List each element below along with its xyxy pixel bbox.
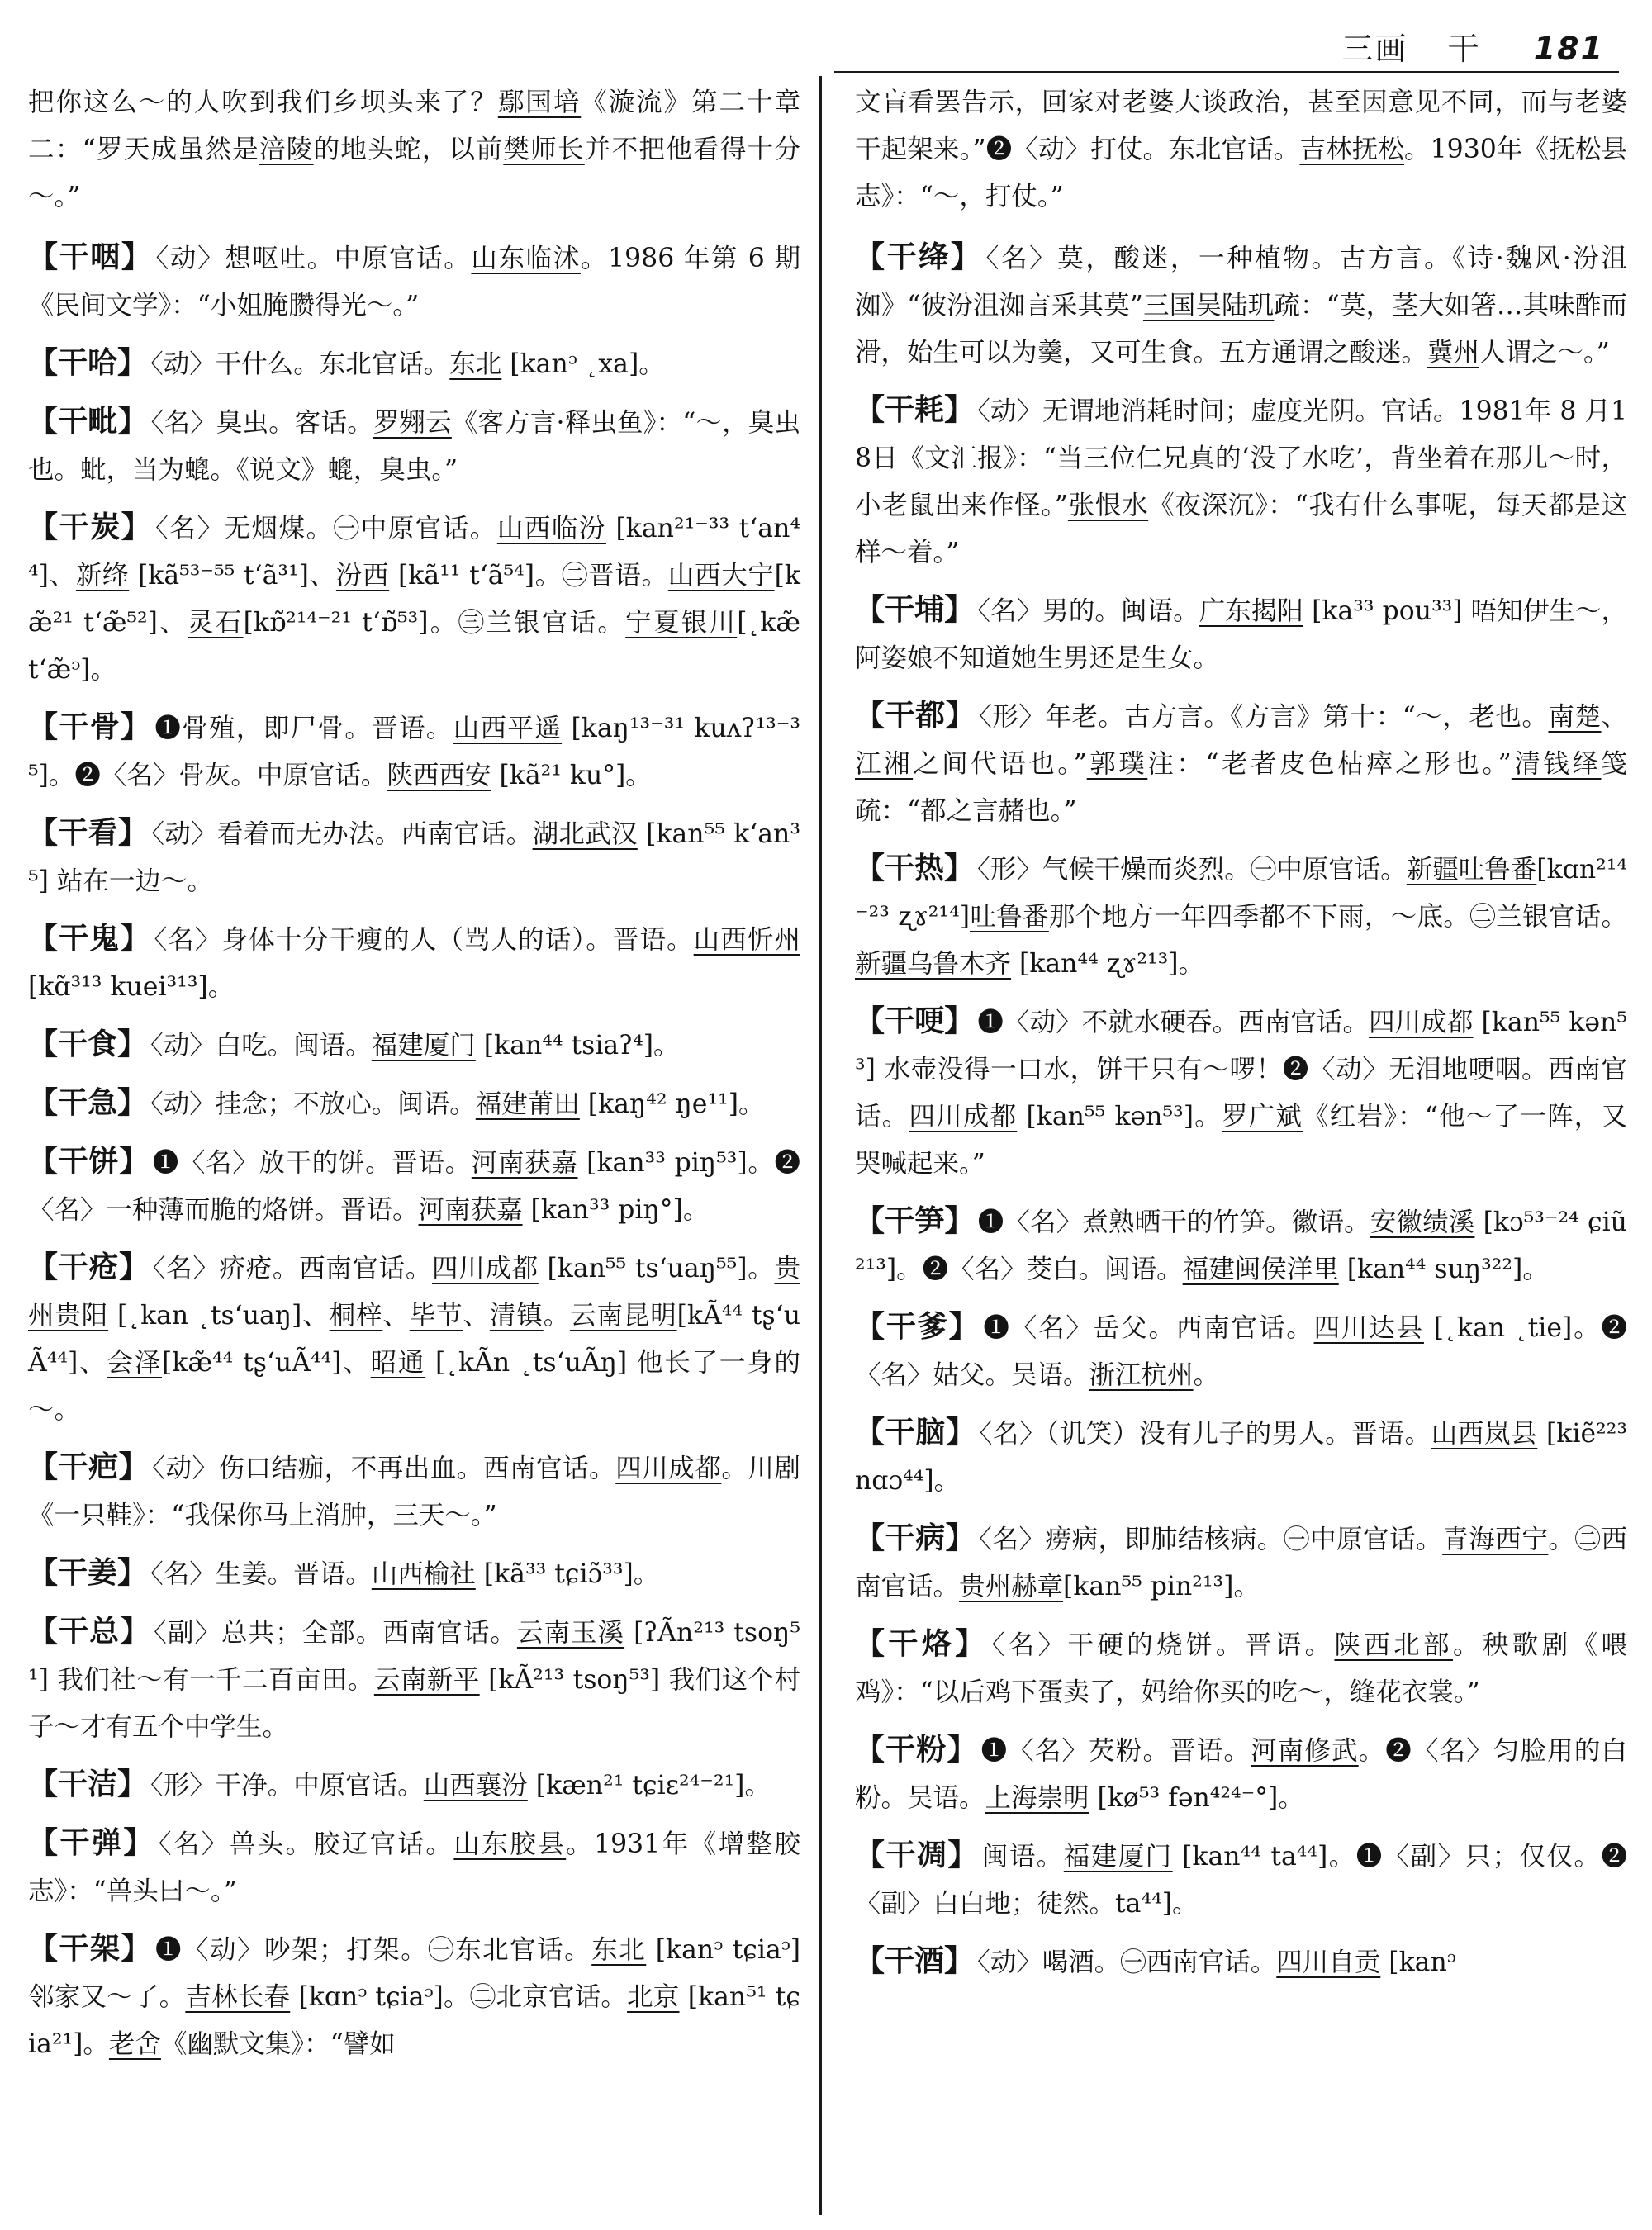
entry-text: ❶〈动〉不就水硬吞。西南官话。	[977, 1008, 1370, 1037]
underlined-term: 东北	[449, 349, 502, 379]
entry-text: [˛kæ̃ t‘æ̃ᵓ]。	[28, 608, 800, 685]
entry-text: 〈副〉总共；全部。西南官话。	[154, 1618, 517, 1648]
underlined-term: 青海西宁	[1442, 1525, 1549, 1554]
entry-continuation	[855, 79, 1627, 221]
underlined-term: 冀州	[1427, 338, 1480, 368]
entry-text: 〈名〉生姜。晋语。	[150, 1559, 372, 1589]
entry-text: 、	[1601, 702, 1627, 732]
entry-text: [kan⁵⁵ ts‘uaŋ⁵⁵]。	[538, 1254, 775, 1283]
underlined-term: 四川成都	[432, 1254, 539, 1283]
underlined-term: 汾西	[335, 561, 390, 591]
entry-text: 〈名〉（讥笑）没有儿子的男人。晋语。	[979, 1419, 1431, 1449]
entry-text: 〈动〉干什么。东北官话。	[150, 349, 450, 379]
entry-text: 闽语。	[981, 1842, 1064, 1872]
underlined-term: 福建厦门	[371, 1031, 476, 1060]
underlined-term: 河南获嘉	[471, 1148, 578, 1178]
underlined-term: 山西大宁	[667, 561, 775, 591]
underlined-term: 陕西西安	[387, 761, 491, 790]
entry-headword: 【干绛】	[855, 240, 983, 274]
entry-text: [kanᵓ ˛xa]。	[501, 349, 665, 379]
entry-headword: 【干姜】	[28, 1556, 148, 1590]
entry-text: [kanᵓ	[1380, 1948, 1456, 1977]
underlined-term: 福建闽侯洋里	[1182, 1255, 1339, 1284]
dictionary-entry	[28, 1021, 800, 1070]
entry-headword: 【干疤】	[28, 1450, 150, 1484]
entry-text: 、	[382, 1301, 410, 1331]
underlined-term: 湖北武汉	[532, 819, 638, 849]
dictionary-entry	[855, 387, 1627, 576]
underlined-term: 安徽绩溪	[1370, 1208, 1475, 1237]
entry-text: 笺疏：“都之言赭也。”	[855, 749, 1627, 826]
dictionary-entry	[855, 845, 1627, 988]
entry-headword: 【干毗】	[28, 405, 148, 439]
entry-text: [kɑnᵓ tɕiaᵓ]。㊁北京官话。	[290, 1982, 628, 2012]
entry-text: 。❷〈名〉匀脸用的白粉。吴语。	[855, 1736, 1627, 1813]
underlined-term: 云南昆明	[570, 1301, 677, 1331]
dictionary-entry	[855, 1409, 1627, 1505]
entry-headword: 【干哽】	[855, 1004, 975, 1038]
entry-text: [kan⁴⁴ ta⁴⁴]。❶〈副〉只；仅仅。❷〈副〉白白地；徒然。ta⁴⁴]。	[855, 1842, 1627, 1919]
entry-headword: 【干疮】	[28, 1250, 150, 1284]
entry-text: 注：“老者皮色枯瘁之形也。”	[1147, 749, 1512, 779]
entry-text: 〈名〉疥疮。西南官话。	[152, 1254, 433, 1283]
entry-headword: 【干洁】	[28, 1767, 148, 1801]
underlined-term: 云南玉溪	[516, 1618, 625, 1648]
underlined-term: 东北	[591, 1935, 647, 1965]
dictionary-entry	[28, 704, 800, 799]
entry-text: 《客方言·释虫鱼》：“～，臭虫也。蚍，当为螕。《说文》螕，臭虫。”	[28, 408, 800, 485]
entry-text: 〈名〉身体十分干瘦的人（骂人的话）。晋语。	[154, 925, 694, 955]
underlined-term: 南楚	[1548, 702, 1602, 732]
entry-text: 。1931年《增整胶志》：“兽头曰～。”	[28, 1829, 800, 1906]
entry-headword: 【干病】	[855, 1521, 976, 1555]
entry-text: 《漩流》第二十章二：	[28, 88, 800, 164]
entry-text: [kan⁴⁴ ʐɤ²¹³]。	[1011, 949, 1204, 979]
entry-text: [kÃ⁴⁴ tʂ‘uÃ⁴⁴]、	[28, 1301, 800, 1378]
dictionary-entry	[28, 1820, 800, 1915]
entry-text: 。	[1193, 1360, 1220, 1390]
entry-text: 、	[463, 1301, 490, 1331]
dictionary-entry	[855, 1198, 1627, 1293]
entry-text: 〈名〉兽头。胶辽官话。	[158, 1829, 454, 1859]
entry-headword: 【干爹】	[855, 1310, 980, 1344]
dictionary-entry	[855, 1726, 1627, 1822]
entry-headword: 【干架】	[28, 1932, 153, 1966]
entry-text: 《红岩》：“他～了一阵，又哭喊起来。”	[855, 1102, 1627, 1179]
dictionary-entry	[855, 692, 1627, 835]
entry-text: [˛kÃn ˛ts‘uÃŋ] 他长了一身的～。	[28, 1348, 801, 1425]
underlined-term: 吉林抚松	[1299, 135, 1404, 164]
entry-text: 的地头蛇，以前	[313, 135, 504, 164]
underlined-term: 会泽	[107, 1348, 163, 1378]
dictionary-entry	[855, 234, 1627, 377]
entry-text: “罗天成虽然是	[82, 135, 259, 164]
entry-headword: 【干都】	[855, 699, 976, 733]
underlined-term: 江湘	[855, 749, 914, 779]
entry-headword: 【干弹】	[28, 1826, 155, 1860]
entry-headword: 【干鬼】	[28, 922, 151, 956]
entry-text: [kæ̃⁴⁴ tʂ‘uÃ⁴⁴]、	[162, 1348, 371, 1378]
entry-headword: 【干埔】	[855, 593, 975, 627]
underlined-term: 山西平遥	[453, 714, 563, 743]
entry-text: 把你这么～的人吹到我们乡坝头来了？	[28, 88, 498, 117]
dictionary-entry	[28, 1761, 800, 1810]
entry-text: [kan⁵⁵ kən⁵³]。	[1017, 1102, 1222, 1132]
entry-headword: 【干饼】	[28, 1145, 150, 1179]
dictionary-entry	[28, 1549, 800, 1598]
dictionary-entry	[28, 1608, 800, 1751]
entry-headword: 【干看】	[28, 816, 149, 850]
underlined-term: 吐鲁番	[969, 902, 1049, 932]
entry-text: 〈动〉无谓地消耗时间；虚度光阴。官话。1981年 8 月18日《文汇报》：“当三位仁兄真的‘没了水吃’，背坐着在那儿～时，小老鼠出来作怪。”	[855, 396, 1627, 520]
underlined-term: 四川成都	[909, 1102, 1018, 1132]
underlined-term: 山西忻州	[693, 925, 800, 955]
underlined-term: 浙江杭州	[1089, 1360, 1194, 1390]
entry-text: [kan³³ piŋ⁵³]。❷〈名〉一种薄而脆的烙饼。晋语。	[28, 1148, 800, 1225]
entry-text: [ka³³ pou³³] 唔知伊生～，阿姿娘不知道她生男还是生女。	[855, 596, 1627, 673]
dictionary-entry	[28, 398, 800, 494]
entry-text: [kiẽ²²³ nɑɔ⁴⁴]。	[855, 1419, 1627, 1496]
underlined-term: 鄢国培	[497, 88, 582, 117]
entry-text: [ʔÃn²¹³ tsoŋ⁵¹] 我们社～有一千二百亩田。	[28, 1618, 800, 1695]
entry-headword: 【干热】	[855, 852, 975, 885]
entry-text: 〈动〉想呕吐。中原官话。	[155, 244, 472, 273]
underlined-term: 山东胶县	[453, 1829, 567, 1859]
running-header	[1341, 23, 1604, 69]
dictionary-entry	[28, 1079, 800, 1128]
underlined-term: 新疆乌鲁木齐	[855, 949, 1012, 979]
underlined-term: 贵州赫章	[959, 1572, 1064, 1601]
underlined-term: 四川达县	[1313, 1313, 1424, 1343]
underlined-term: 灵石	[188, 608, 244, 638]
entry-text: 人谓之～。”	[1479, 338, 1610, 368]
entry-text: [kan⁵⁵ k‘an³⁵] 站在一边～。	[28, 819, 800, 896]
underlined-term: 四川成都	[615, 1454, 722, 1483]
entry-headword: 【干笋】	[855, 1204, 975, 1238]
entry-text: [kɑn²¹⁴⁻²³ ʐɤ²¹⁴]	[855, 855, 1628, 932]
entry-headword: 【干炭】	[28, 510, 153, 544]
underlined-term: 三国吴陆玑	[1142, 291, 1275, 320]
entry-text: 〈名〉臭虫。客话。	[150, 408, 373, 438]
dictionary-entry	[855, 1620, 1627, 1716]
entry-text: 〈形〉年老。古方言。《方言》第十：“～，老也。	[979, 702, 1549, 732]
entry-text: 。1930年《抚松县志》：“～，打仗。”	[855, 135, 1627, 211]
entry-text: 《夜深沉》：“我有什么事呢，每天都是这样～着。”	[855, 491, 1628, 567]
underlined-term: 老舍	[108, 2029, 161, 2059]
entry-text: ❶〈动〉吵架；打架。㊀东北官话。	[155, 1935, 592, 1965]
underlined-term: 清钱绎	[1511, 749, 1602, 779]
underlined-term: 罗翙云	[373, 408, 452, 438]
underlined-term: 新绛	[75, 561, 130, 591]
entry-text: [kɔ⁵³⁻²⁴ ɕiũ²¹³]。❷〈名〉茭白。闽语。	[855, 1208, 1627, 1284]
entry-text: [kɒ̃²¹⁴⁻²¹ t‘ɒ̃⁵³]。㊂兰银官话。	[243, 608, 626, 638]
entry-text: [kan⁵¹ tɕia²¹]。	[28, 1982, 800, 2059]
entry-text: [kaŋ¹³⁻³¹ kuʌʔ¹³⁻³⁵]。❷〈名〉骨灰。中原官话。	[28, 714, 800, 790]
entry-text: [˛kan ˛tie]。❷〈名〉姑父。吴语。	[855, 1313, 1627, 1390]
entry-headword: 【干酒】	[855, 1944, 975, 1978]
entry-text: ❶〈名〉岳父。西南官话。	[983, 1313, 1314, 1343]
entry-text: 〈名〉痨病，即肺结核病。㊀中原官话。	[979, 1525, 1443, 1554]
entry-text: [kæ̃²¹ t‘æ̃⁵²]、	[28, 561, 800, 638]
left-column	[28, 79, 800, 2078]
column-divider	[819, 76, 822, 2215]
entry-headword: 【干烙】	[855, 1627, 989, 1661]
dictionary-entry	[28, 1244, 800, 1434]
entry-text: 〈名〉莫，酸迷，一种植物。古方言。《诗·魏风·汾沮洳》“彼汾沮洳言采其莫”	[855, 244, 1627, 320]
entry-headword: 【干凋】	[855, 1839, 979, 1872]
underlined-term: 四川成都	[1369, 1008, 1474, 1037]
dictionary-entry	[28, 339, 800, 388]
underlined-term: 张恨水	[1067, 491, 1149, 520]
dictionary-entry	[855, 1303, 1627, 1399]
underlined-term: 桐梓	[329, 1301, 383, 1331]
entry-headword: 【干咽】	[28, 240, 153, 274]
underlined-term: 陕西北部	[1334, 1630, 1454, 1660]
dictionary-entry	[28, 1138, 800, 1234]
underlined-term: 河南修武	[1251, 1736, 1359, 1766]
entry-headword: 【干哈】	[28, 346, 148, 380]
underlined-term: 山西榆社	[371, 1559, 476, 1589]
underlined-term: 罗广斌	[1221, 1102, 1303, 1132]
section-label: 三画	[1341, 31, 1408, 67]
entry-text: ❶骨殖，即尸骨。晋语。	[154, 714, 453, 743]
entry-text: ❶〈名〉煮熟晒干的竹笋。徽语。	[977, 1208, 1370, 1237]
entry-text: 〈动〉喝酒。㊀西南官话。	[977, 1948, 1277, 1977]
entry-text: ❶〈名〉芡粉。晋语。	[980, 1736, 1251, 1766]
entry-text: [˛kan ˛ts‘uaŋ]、	[108, 1301, 330, 1331]
entry-text: [kÃ²¹³ tsoŋ⁵³] 我们这个村子～才有五个中学生。	[28, 1665, 800, 1742]
entry-text: [kan⁴⁴ tsiaʔ⁴]。	[475, 1031, 680, 1060]
underlined-term: 昭通	[370, 1348, 426, 1378]
underlined-term: 涪陵	[259, 135, 314, 164]
entry-text: [kã¹¹ t‘ã⁵⁴]。㊁晋语。	[389, 561, 668, 591]
entry-text: [kæn²¹ tɕiɛ²⁴⁻²¹]。	[527, 1771, 771, 1801]
entry-text: [kã³³ tɕiɔ̃³³]。	[475, 1559, 660, 1589]
entry-text: ❶〈名〉放干的饼。晋语。	[152, 1148, 472, 1178]
entry-text: 。1986 年第 6 期《民间文学》：“小姐腌臜得光～。”	[28, 244, 800, 320]
entry-text: [kɑ̃³¹³ kuei³¹³]。	[28, 972, 235, 1002]
dictionary-entry	[28, 1925, 800, 2068]
underlined-term: 山西临汾	[496, 514, 606, 543]
entry-text: 〈形〉干净。中原官话。	[150, 1771, 424, 1801]
entry-text: 文盲看罢告示，回家对老婆大谈政治，甚至因意见不同，而与老婆干起架来。”❷〈动〉打仗。东北官话。	[855, 88, 1627, 164]
entry-text: [kan⁴⁴ suŋ³²²]。	[1338, 1255, 1549, 1284]
entry-text: 〈动〉白吃。闽语。	[150, 1031, 372, 1060]
radical-character: 干	[1447, 31, 1481, 67]
entry-text: [kan³³ piŋ°]。	[522, 1195, 710, 1225]
header-rule	[834, 71, 1619, 73]
underlined-term: 山西襄汾	[423, 1771, 528, 1801]
entry-text: 〈动〉伤口结痂，不再出血。西南官话。	[152, 1454, 616, 1483]
page-number: 181	[1533, 31, 1604, 67]
dictionary-entry	[855, 998, 1627, 1188]
entry-continuation	[28, 79, 800, 221]
underlined-term: 河南获嘉	[418, 1195, 523, 1225]
entry-text: 〈动〉挂念；不放心。闽语。	[150, 1089, 476, 1119]
entry-text: 。秧歌剧《喂鸡》：“以后鸡下蛋卖了，妈给你买的吃～，缝花衣裳。”	[855, 1630, 1627, 1707]
underlined-term: 四川自贡	[1276, 1948, 1381, 1977]
dictionary-entry	[28, 915, 800, 1011]
entry-text: 《幽默文集》：“譬如	[160, 2029, 396, 2059]
underlined-term: 新疆吐鲁番	[1406, 855, 1537, 885]
underlined-term: 山西岚县	[1431, 1419, 1538, 1449]
entry-text: 并不把他看得十分～。”	[28, 135, 800, 211]
entry-text: 〈动〉看着而无办法。西南官话。	[151, 819, 533, 849]
dictionary-entry	[28, 809, 800, 905]
underlined-term: 山东临沭	[471, 244, 581, 273]
dictionary-entry	[855, 1938, 1627, 1986]
entry-text: [kã⁵³⁻⁵⁵ t‘ã³¹]、	[129, 561, 336, 591]
dictionary-entry	[28, 1444, 800, 1540]
entry-headword: 【干总】	[28, 1615, 151, 1649]
entry-headword: 【干脑】	[855, 1416, 976, 1450]
entry-headword: 【干骨】	[28, 710, 152, 744]
underlined-term: 广东揭阳	[1199, 596, 1303, 626]
dictionary-entry	[28, 234, 800, 330]
underlined-term: 福建厦门	[1063, 1842, 1173, 1872]
underlined-term: 毕节	[409, 1301, 463, 1331]
entry-text: [kan⁵⁵ kən⁵³] 水壶没得一口水，饼干只有～啰！❷〈动〉无泪地哽咽。西南官话。	[855, 1008, 1627, 1132]
entry-text: 那个地方一年四季都不下雨，～底。㊁兰银官话。	[1048, 902, 1627, 932]
entry-text: [kaŋ⁴² ŋe¹¹]。	[579, 1089, 765, 1119]
entry-text: 疏：“莫，茎大如箸…其味酢而滑，始生可以为羹，又可生食。五方通谓之酸迷。	[855, 291, 1627, 368]
underlined-term: 福建莆田	[475, 1089, 580, 1119]
underlined-term: 清镇	[489, 1301, 544, 1331]
underlined-term: 贵州贵阳	[28, 1254, 800, 1331]
entry-text: 〈名〉无烟煤。㊀中原官话。	[155, 514, 497, 543]
underlined-term: 樊师长	[503, 135, 585, 164]
underlined-term: 上海崇明	[985, 1783, 1089, 1813]
entry-text: 〈名〉男的。闽语。	[977, 596, 1199, 626]
underlined-term: 云南新平	[373, 1665, 480, 1695]
dictionary-entry	[855, 1832, 1627, 1928]
entry-headword: 【干食】	[28, 1027, 148, 1061]
entry-headword: 【干急】	[28, 1086, 148, 1120]
entry-text: 之间代语也。”	[913, 749, 1087, 779]
dictionary-entry	[855, 586, 1627, 682]
underlined-term: 北京	[627, 1982, 680, 2012]
entry-headword: 【干耗】	[855, 393, 975, 427]
entry-text: 。	[543, 1301, 571, 1331]
entry-headword: 【干粉】	[855, 1733, 978, 1767]
entry-text: [kan⁵⁵ pin²¹³]。	[1063, 1572, 1260, 1601]
entry-text: 〈形〉气候干燥而炎烈。㊀中原官话。	[977, 855, 1407, 885]
entry-text: 。㊁西南官话。	[855, 1525, 1627, 1601]
entry-text: 。川剧《一只鞋》：“我保你马上消肿，三天～。”	[28, 1454, 800, 1530]
entry-text: [kã²¹ ku°]。	[491, 761, 652, 790]
underlined-term: 宁夏银川	[625, 608, 738, 638]
entry-text: [kø⁵³ fən⁴²⁴⁻°]。	[1089, 1783, 1304, 1813]
entry-text: 〈名〉干硬的烧饼。晋语。	[991, 1630, 1335, 1660]
underlined-term: 吉林长春	[185, 1982, 291, 2012]
underlined-term: 郭璞	[1086, 749, 1148, 779]
entry-text: [kan²¹⁻³³ t‘an⁴⁴]、	[28, 514, 800, 591]
entry-text: [kanᵓ tɕiaᵓ] 邻家又～了。	[28, 1935, 800, 2012]
dictionary-entry	[28, 504, 800, 694]
dictionary-entry	[855, 1515, 1627, 1611]
right-column	[855, 79, 1627, 1996]
